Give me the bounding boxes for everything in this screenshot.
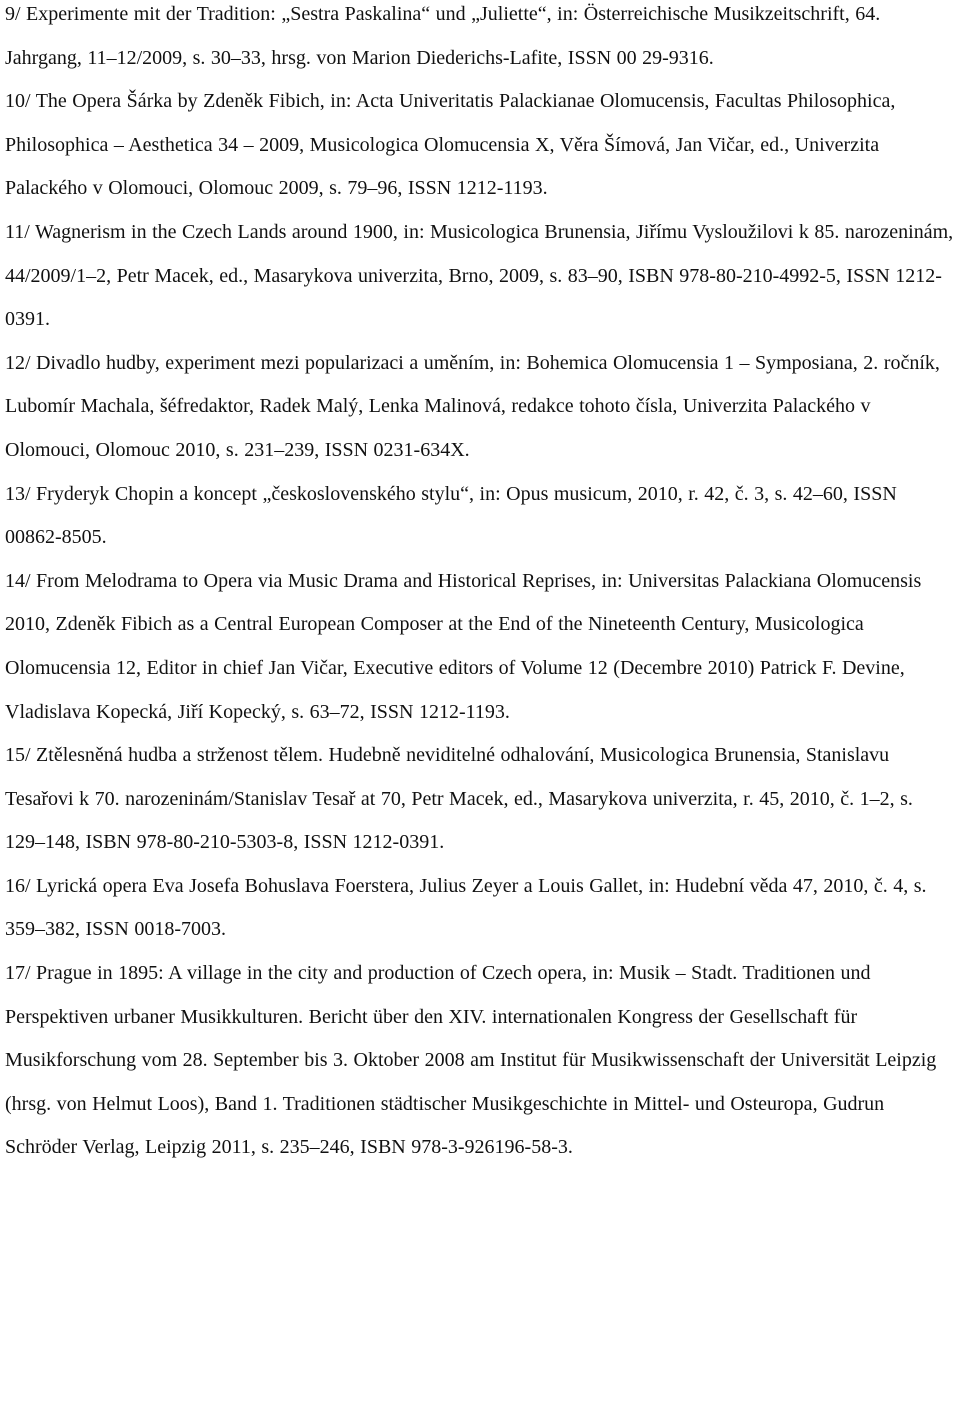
bibliography-entry-15: 15/ Ztělesněná hudba a strženost tělem. Hudebně neviditelné odhalování, Musicologica Brunensia, Stanislavu Tesařovi k 70. narozeninám/Stanislav Tesař at 70, Petr Macek, ed., Masarykova univerzita, r. 45, 2010, č. 1–2, s. 129–148, ISBN 978-80-210-5303-8, ISSN 1212-0391. bbox=[5, 744, 919, 854]
bibliography-entry-14: 14/ From Melodrama to Opera via Music Drama and Historical Reprises, in: Universitas Palackiana Olomucensis 2010, Zdeněk Fibich as a Central European Composer at the End of the Nineteenth Century, Musicologica Olomucensia 12, Editor in chief Jan Vičar, Executive editors of Volume 12 (Decembre 2010) Patrick F. Devine, Vladislava Kopecká, Jiří Kopecký, s. 63–72, ISSN 1212-1193. bbox=[5, 569, 927, 723]
bibliography-entry-16: 16/ Lyrická opera Eva Josefa Bohuslava Foerstera, Julius Zeyer a Louis Gallet, in: Hudební věda 47, 2010, č. 4, s. 359–382, ISSN 0018-7003. bbox=[5, 874, 932, 941]
bibliography-entry-17: 17/ Prague in 1895: A village in the city and production of Czech opera, in: Musik – Stadt. Traditionen und Perspektiven urbaner Musikkulturen. Bericht über den XIV. internationalen Kongress der Gesellschaft für Musikforschung vom 28. September bis 3. Oktober 2008 am Institut für Musikwissenschaft der Universität Leipzig (hrsg. von Helmut Loos), Band 1. Traditionen städtischer Musikgeschichte in Mittel- und Osteuropa, Gudrun Schröder Verlag, Leipzig 2011, s. 235–246, ISBN 978-3-926196-58-3. bbox=[5, 962, 942, 1159]
bibliography-entry-10: 10/ The Opera Šárka by Zdeněk Fibich, in: Acta Univeritatis Palackianae Olomucensis, Facultas Philosophica, Philosophica – Aesthetica 34 – 2009, Musicologica Olomucensia X, Věra Šímová, Jan Vičar, ed., Univerzita Palackého v Olomouci, Olomouc 2009, s. 79–96, ISSN 1212-1193. bbox=[5, 90, 901, 200]
bibliography-entry-11: 11/ Wagnerism in the Czech Lands around 1900, in: Musicologica Brunensia, Jiřímu Vysloužilovi k 85. narozeninám, 44/2009/1–2, Petr Macek, ed., Masarykova univerzita, Brno, 2009, s. 83–90, ISBN 978-80-210-4992-5, ISSN 1212-0391. bbox=[5, 220, 959, 331]
bibliography-entry-13: 13/ Fryderyk Chopin a koncept „československého stylu“, in: Opus musicum, 2010, r. 42, č. 3, s. 42–60, ISSN 00862-8505. bbox=[5, 482, 903, 549]
bibliography-entry-12: 12/ Divadlo hudby, experiment mezi popularizaci a uměním, in: Bohemica Olomucensia 1 – Symposiana, 2. ročník, Lubomír Machala, šéfredaktor, Radek Malý, Lenka Malinová, redakce tohoto čísla, Univerzita Palackého v Olomouci, Olomouc 2010, s. 231–239, ISSN 0231-634X. bbox=[5, 351, 946, 461]
bibliography-entry-9: 9/ Experimente mit der Tradition: „Sestra Paskalina“ und „Juliette“, in: Österreichische Musikzeitschrift, 64. Jahrgang, 11–12/2009, s. 30–33, hrsg. von Marion Diederichs-Lafite, ISSN 00 29-9316. bbox=[5, 3, 886, 69]
